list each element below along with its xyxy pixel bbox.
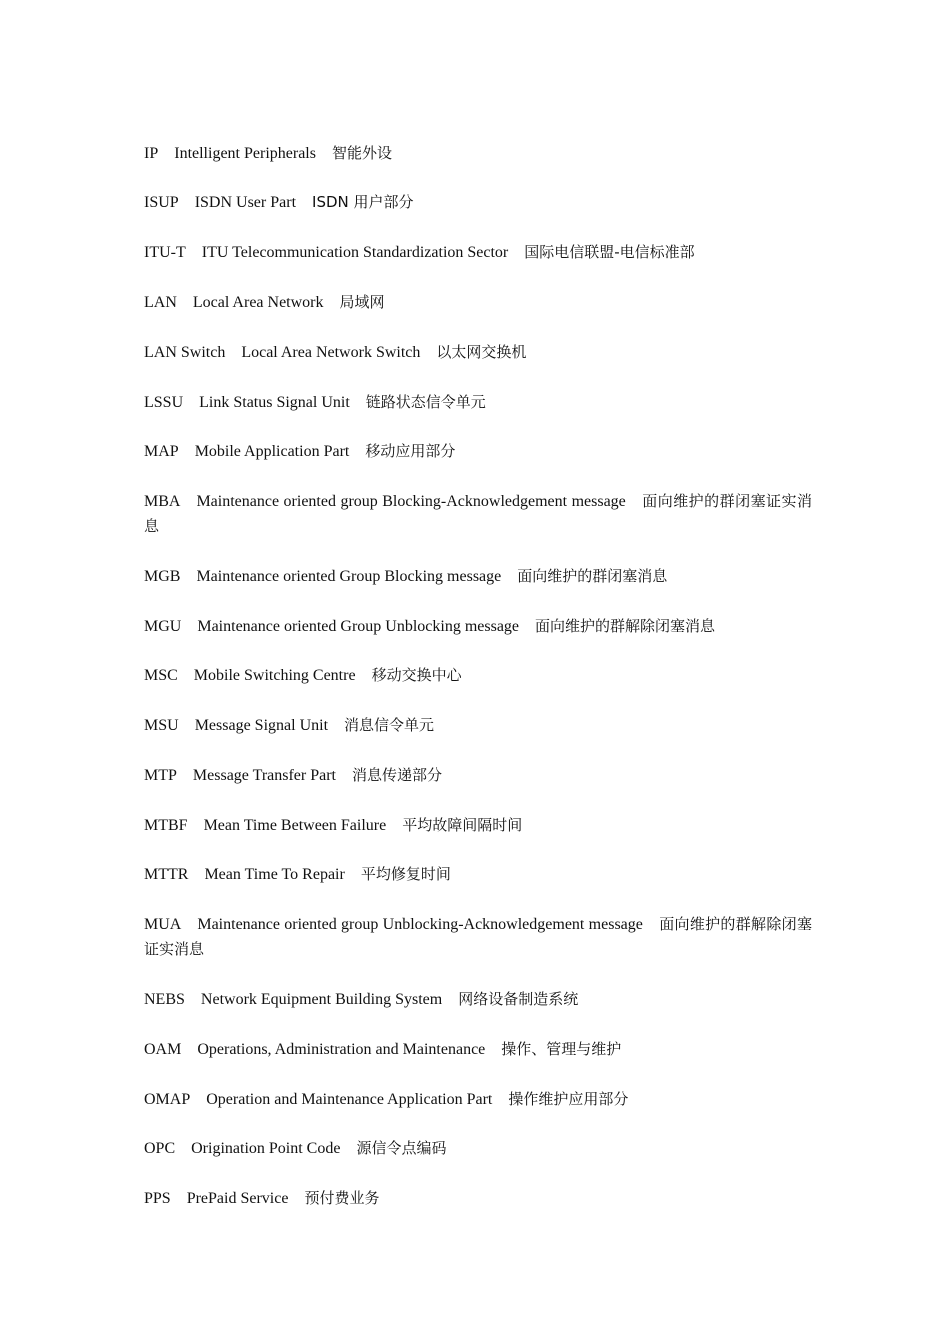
abbreviation: LSSU	[144, 394, 184, 411]
glossary-entry-mgu	[144, 614, 812, 639]
chinese-translation: 智能外设	[331, 144, 392, 162]
chinese-translation: 移动应用部分	[365, 442, 456, 460]
abbreviation: PPS	[144, 1190, 171, 1207]
english-term: Maintenance oriented group Unblocking-Acknowledgement message	[197, 916, 643, 933]
english-term: Link Status Signal Unit	[199, 394, 350, 411]
abbreviation: LAN	[144, 294, 177, 311]
chinese-translation: 网络设备制造系统	[458, 990, 579, 1008]
abbreviation: MBA	[144, 493, 181, 510]
glossary-entry-map	[144, 439, 812, 464]
glossary-entry-nebs	[144, 987, 812, 1012]
abbreviation: MTTR	[144, 866, 189, 883]
glossary-entry-mua	[144, 912, 812, 962]
english-term: Mobile Switching Centre	[193, 667, 356, 684]
glossary-entry-opc	[144, 1136, 812, 1161]
glossary-entry-mgb	[144, 564, 812, 589]
glossary-entry-lan	[144, 290, 812, 315]
abbreviation: MGB	[144, 568, 181, 585]
chinese-translation: 国际电信联盟-电信标准部	[524, 243, 695, 261]
abbreviation: NEBS	[144, 991, 185, 1008]
english-term: Message Signal Unit	[194, 717, 329, 734]
english-term: ISDN User Part	[194, 194, 297, 211]
chinese-translation: 面向维护的群闭塞消息	[517, 567, 668, 585]
glossary-entry-msc	[144, 663, 812, 688]
glossary-entry-mtbf	[144, 813, 812, 838]
chinese-translation: 消息信令单元	[344, 716, 435, 734]
glossary-entry-mba	[144, 489, 812, 539]
chinese-translation: 平均故障间隔时间	[402, 816, 523, 834]
english-term: Operation and Maintenance Application Part	[206, 1091, 493, 1108]
english-term: Mean Time Between Failure	[203, 817, 387, 834]
glossary-entry-itu-t	[144, 240, 812, 265]
glossary-entry-omap	[144, 1087, 812, 1112]
chinese-translation: 链路状态信令单元	[365, 393, 486, 411]
abbreviation: MTP	[144, 767, 177, 784]
abbreviation: MSU	[144, 717, 179, 734]
english-term: Operations, Administration and Maintenance	[197, 1041, 486, 1058]
abbreviation: MAP	[144, 443, 179, 460]
english-term: Mean Time To Repair	[204, 866, 345, 883]
abbreviation: ITU-T	[144, 244, 186, 261]
chinese-translation: 以太网交换机	[436, 343, 527, 361]
abbreviation: MTBF	[144, 817, 188, 834]
chinese-translation: 面向维护的群解除闭塞消息	[535, 617, 716, 635]
glossary-entry-lssu	[144, 390, 812, 415]
abbreviation: OMAP	[144, 1091, 191, 1108]
glossary-entry-lan-switch	[144, 340, 812, 365]
glossary-entry-msu	[144, 713, 812, 738]
chinese-translation: 消息传递部分	[352, 766, 443, 784]
english-term: Local Area Network Switch	[241, 344, 421, 361]
abbreviation: ISUP	[144, 194, 179, 211]
english-term: ITU Telecommunication Standardization Sector	[201, 244, 509, 261]
glossary-entry-ip	[144, 141, 812, 166]
abbreviation: MUA	[144, 916, 182, 933]
glossary-entry-pps	[144, 1186, 812, 1211]
chinese-translation: 面向维护的群解除闭塞证实消息	[144, 915, 812, 958]
chinese-translation: 预付费业务	[304, 1189, 380, 1207]
english-term: Local Area Network	[192, 294, 324, 311]
english-term: Maintenance oriented Group Blocking message	[196, 568, 502, 585]
abbreviation: MGU	[144, 618, 182, 635]
abbreviation: MSC	[144, 667, 178, 684]
chinese-translation: 面向维护的群闭塞证实消息	[144, 492, 812, 535]
english-term: Network Equipment Building System	[200, 991, 443, 1008]
chinese-translation: 源信令点编码	[356, 1139, 447, 1157]
english-term: PrePaid Service	[186, 1190, 289, 1207]
abbreviation: OAM	[144, 1041, 182, 1058]
glossary-entry-mttr	[144, 862, 812, 887]
english-term: Maintenance oriented group Blocking-Acknowledgement message	[196, 493, 626, 510]
chinese-translation: 移动交换中心	[371, 666, 462, 684]
chinese-translation: 局域网	[339, 293, 385, 311]
english-term: Intelligent Peripherals	[174, 145, 316, 162]
chinese-translation: 平均修复时间	[360, 865, 451, 883]
glossary-entry-isup	[144, 190, 812, 215]
abbreviation: IP	[144, 145, 159, 162]
abbreviation: LAN Switch	[144, 344, 226, 361]
chinese-translation: 操作维护应用部分	[508, 1090, 629, 1108]
glossary-entry-mtp	[144, 763, 812, 788]
english-term: Message Transfer Part	[192, 767, 336, 784]
chinese-translation: ISDN 用户部分	[312, 193, 414, 211]
english-term: Origination Point Code	[191, 1140, 341, 1157]
chinese-translation: 操作、管理与维护	[501, 1040, 622, 1058]
english-term: Maintenance oriented Group Unblocking message	[197, 618, 520, 635]
glossary-entry-oam	[144, 1037, 812, 1062]
english-term: Mobile Application Part	[194, 443, 350, 460]
abbreviation: OPC	[144, 1140, 176, 1157]
